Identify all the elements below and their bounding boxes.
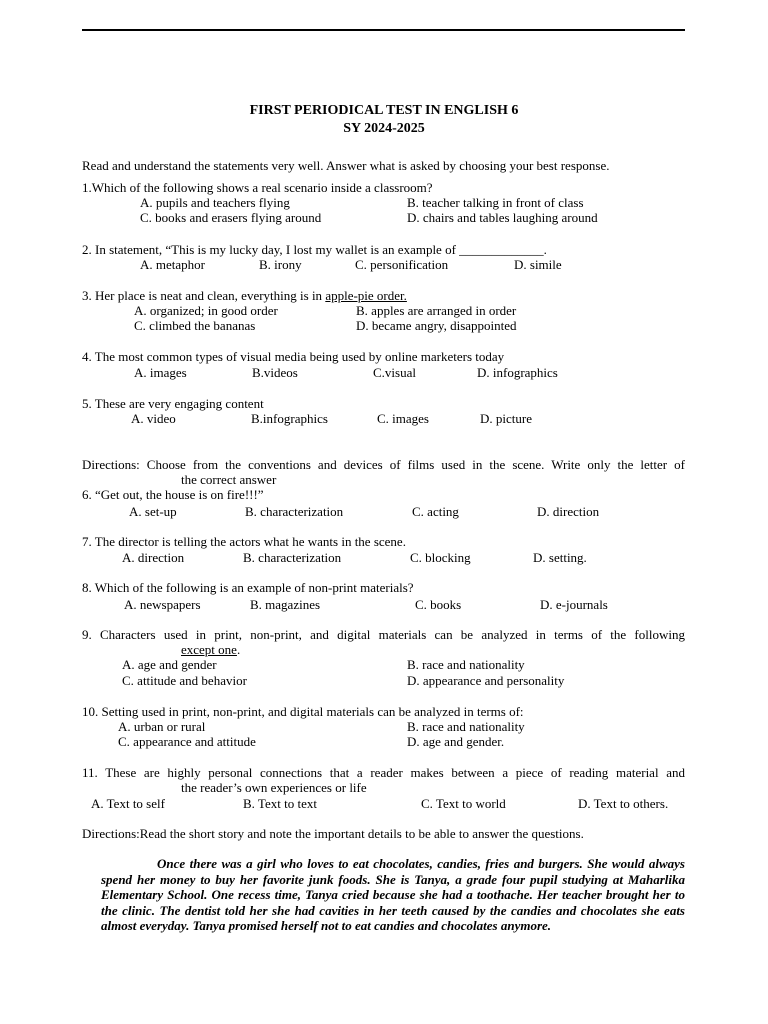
question-7-stem: 7. The director is telling the actors what he wants in the scene.: [82, 534, 406, 549]
question-6-option-d: D. direction: [537, 504, 600, 519]
question-10-option-d: D. age and gender.: [407, 734, 505, 749]
question-5-option-a: A. video: [131, 411, 176, 426]
question-6-option-b: B. characterization: [245, 504, 344, 519]
question-7-option-d: D. setting.: [533, 550, 587, 565]
question-7-option-b: B. characterization: [243, 550, 342, 565]
question-3-option-a: A. organized; in good order: [134, 303, 278, 318]
question-10-stem: 10. Setting used in print, non-print, and digital materials can be analyzed in terms of:: [82, 704, 524, 719]
question-8-option-b: B. magazines: [250, 597, 321, 612]
story-text: Once there was a girl who loves to eat chocolates, candies, fries and burgers. She would always spend her money to buy her favorite junk foods. She is Tanya, a grade four pupil studying at Maharlika Elementary School. One recess time, Tanya cried because she had a toothache. Her teacher brought her to the clinic. The dentist told her she had cavities in her teeth caused by the candies and chocolates she eats almost everyday. Tanya promised herself not to eat candies and chocolates anymore.: [101, 856, 685, 934]
question-3-option-c: C. climbed the bananas: [134, 318, 256, 333]
top-rule: [82, 29, 685, 31]
question-9-stem-continued: except one.: [181, 642, 241, 657]
question-3-stem-text: 3. Her place is neat and clean, everything is in: [82, 288, 326, 303]
directions-story: Directions:Read the short story and note the important details to be able to answer the questions.: [82, 826, 584, 841]
question-7-option-c: C. blocking: [410, 550, 471, 565]
question-2-option-c: C. personification: [355, 257, 449, 272]
question-9-stem: 9. Characters used in print, non-print, and digital materials can be analyzed in terms of the following: [82, 627, 685, 642]
question-10-option-a: A. urban or rural: [118, 719, 206, 734]
question-7-option-a: A. direction: [122, 550, 185, 565]
question-9-underlined-phrase: except one: [181, 642, 237, 657]
question-6-stem: 6. “Get out, the house is on fire!!!”: [82, 487, 264, 502]
question-1-option-c: C. books and erasers flying around: [140, 210, 322, 225]
question-2-option-a: A. metaphor: [140, 257, 205, 272]
question-3-underlined-phrase: apple-pie order.: [325, 288, 407, 303]
question-2-option-b: B. irony: [259, 257, 302, 272]
question-2-stem: 2. In statement, “This is my lucky day, I lost my wallet is an example of _____________.: [82, 242, 547, 257]
question-8-option-c: C. books: [415, 597, 462, 612]
question-2-option-d: D. simile: [514, 257, 562, 272]
story-passage: [101, 856, 685, 934]
question-1-option-d: D. chairs and tables laughing around: [407, 210, 598, 225]
instructions: Read and understand the statements very well. Answer what is asked by choosing your best response.: [82, 158, 610, 173]
question-11-stem-continued: the reader’s own experiences or life: [181, 780, 367, 795]
question-6-option-a: A. set-up: [129, 504, 177, 519]
question-8-option-a: A. newspapers: [124, 597, 201, 612]
question-1-option-a: A. pupils and teachers flying: [140, 195, 290, 210]
question-9-option-b: B. race and nationality: [407, 657, 525, 672]
question-5-stem: 5. These are very engaging content: [82, 396, 264, 411]
question-5-option-c: C. images: [377, 411, 429, 426]
question-4-option-c: C.visual: [373, 365, 416, 380]
question-10-option-b: B. race and nationality: [407, 719, 525, 734]
question-5-option-b: B.infographics: [251, 411, 328, 426]
question-1-option-b: B. teacher talking in front of class: [407, 195, 584, 210]
question-11-option-d: D. Text to others.: [578, 796, 669, 811]
question-11-option-a: A. Text to self: [91, 796, 165, 811]
school-year: SY 2024-2025: [343, 121, 425, 136]
directions-films-line-2: the correct answer: [181, 472, 277, 487]
question-4-option-a: A. images: [134, 365, 187, 380]
question-8-stem: 8. Which of the following is an example of non-print materials?: [82, 580, 414, 595]
question-1-stem: 1.Which of the following shows a real scenario inside a classroom?: [82, 180, 433, 195]
question-4-option-d: D. infographics: [477, 365, 558, 380]
question-10-option-c: C. appearance and attitude: [118, 734, 256, 749]
question-9-option-d: D. appearance and personality: [407, 673, 565, 688]
question-11-option-b: B. Text to text: [243, 796, 317, 811]
question-4-stem: 4. The most common types of visual media being used by online marketers today: [82, 349, 505, 364]
question-3-option-b: B. apples are arranged in order: [356, 303, 517, 318]
question-3-stem: [82, 288, 407, 304]
question-9-option-a: A. age and gender: [122, 657, 217, 672]
question-6-option-c: C. acting: [412, 504, 459, 519]
question-8-option-d: D. e-journals: [540, 597, 608, 612]
question-9-option-c: C. attitude and behavior: [122, 673, 247, 688]
question-3-option-d: D. became angry, disappointed: [356, 318, 517, 333]
page-title: FIRST PERIODICAL TEST IN ENGLISH 6: [249, 103, 519, 118]
directions-films-line-1: Directions: Choose from the conventions and devices of films used in the scene. Write only the letter of: [82, 457, 685, 472]
question-11-stem: 11. These are highly personal connections that a reader makes between a piece of reading material and: [82, 765, 685, 780]
question-5-option-d: D. picture: [480, 411, 532, 426]
question-11-option-c: C. Text to world: [421, 796, 506, 811]
question-4-option-b: B.videos: [252, 365, 298, 380]
